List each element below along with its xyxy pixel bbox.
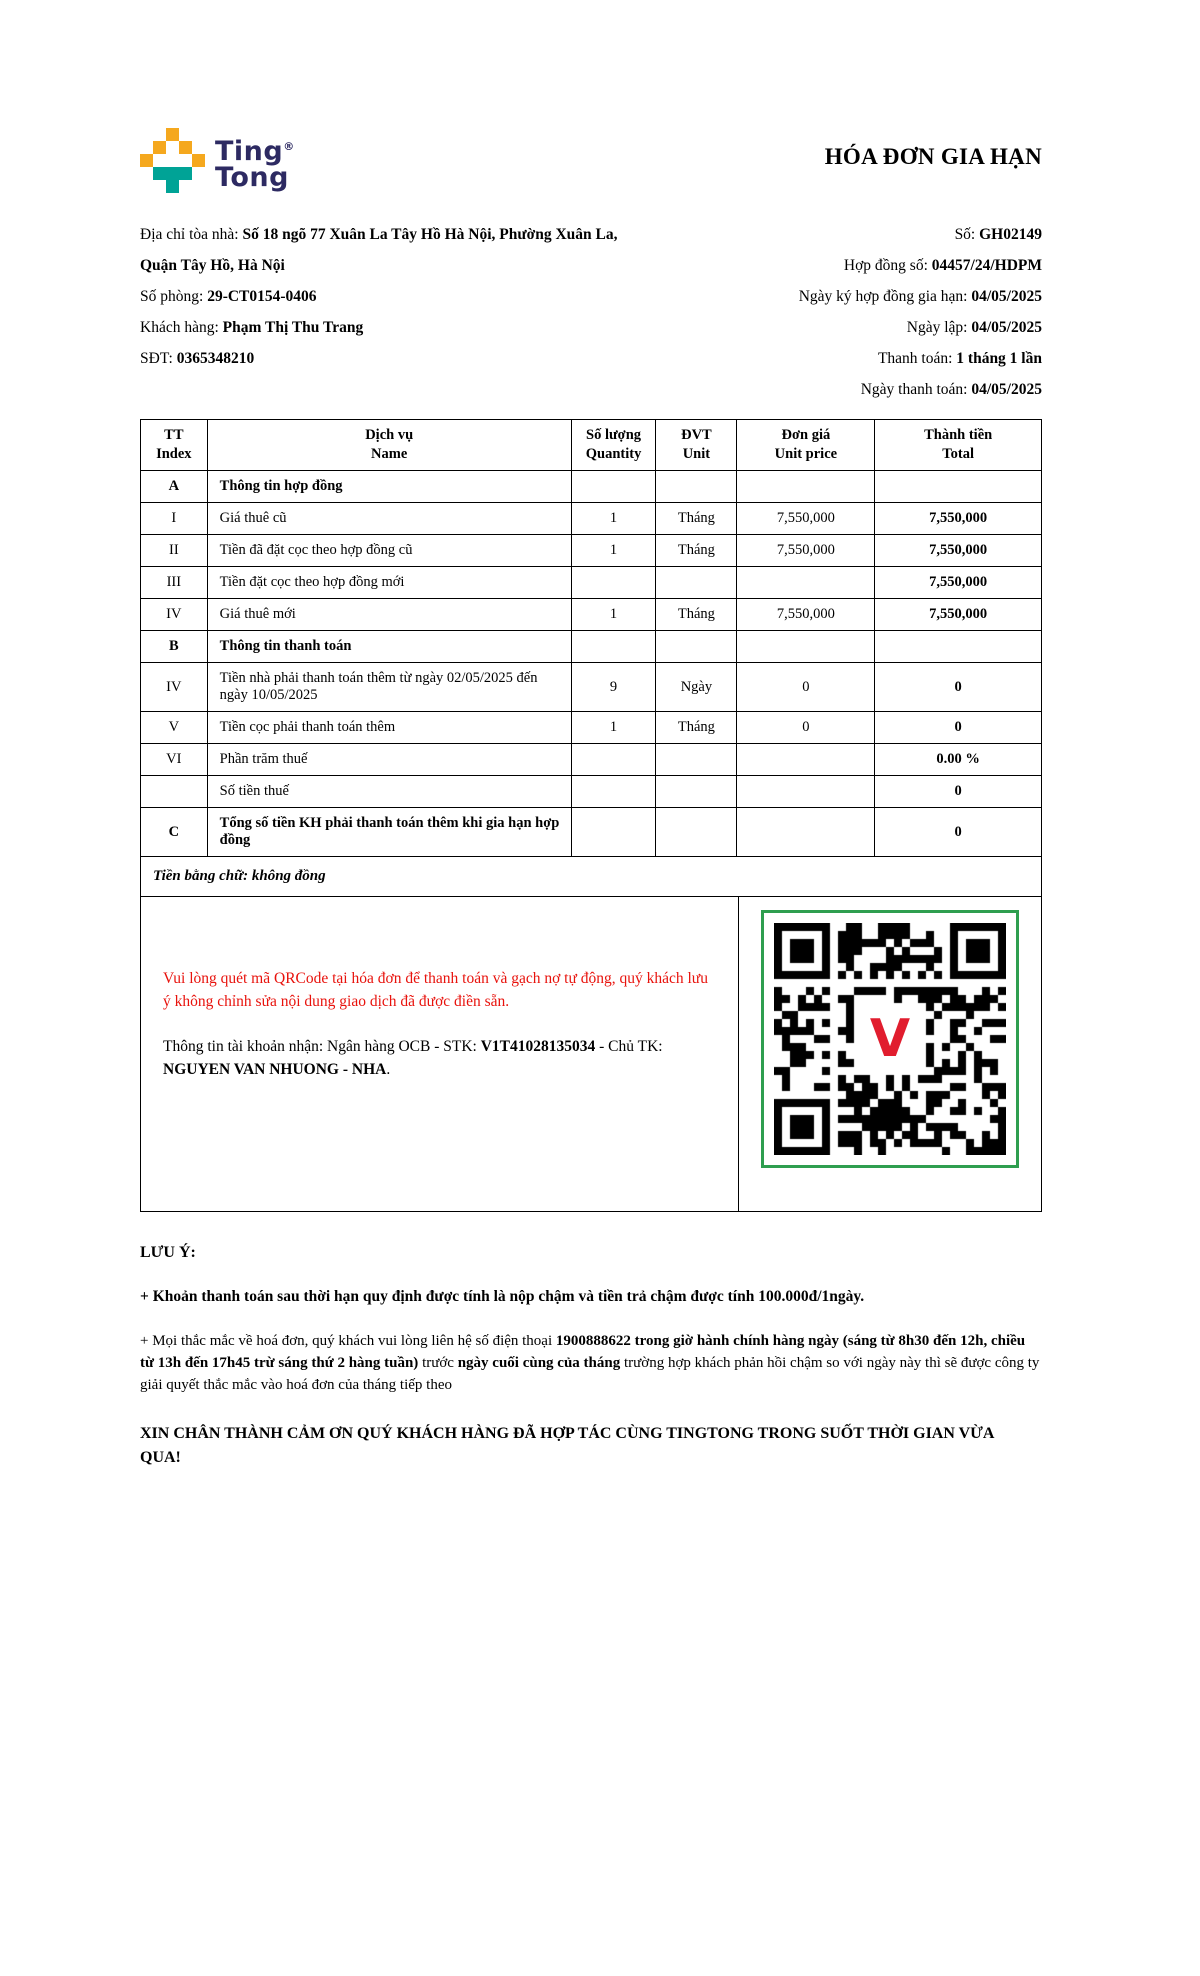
cell-total bbox=[875, 631, 1042, 663]
table-row bbox=[141, 567, 1042, 599]
page-header bbox=[140, 128, 1042, 193]
cell-qty bbox=[571, 567, 656, 599]
cell-name: Tiền nhà phải thanh toán thêm từ ngày 02/05/2025 đến ngày 10/05/2025 bbox=[207, 663, 571, 712]
cell-total: 7,550,000 bbox=[875, 535, 1042, 567]
cell-price: 7,550,000 bbox=[737, 599, 875, 631]
cell-index: IV bbox=[141, 663, 208, 712]
cell-price bbox=[737, 776, 875, 808]
info-line: Địa chỉ tòa nhà: Số 18 ngõ 77 Xuân La Tây Hồ Hà Nội, Phường Xuân La, Quận Tây Hồ, Hà Nội bbox=[140, 226, 618, 274]
cell-qty: 9 bbox=[571, 663, 656, 712]
logo-pixel-empty bbox=[179, 180, 192, 193]
logo-pixel-orange bbox=[166, 128, 179, 141]
cell-unit bbox=[656, 471, 737, 503]
cell-unit bbox=[656, 567, 737, 599]
cell-index: B bbox=[141, 631, 208, 663]
info-line: SĐT: 0365348210 bbox=[140, 350, 255, 367]
cell-total bbox=[875, 471, 1042, 503]
cell-name: Tiền cọc phải thanh toán thêm bbox=[207, 712, 571, 744]
cell-index: C bbox=[141, 808, 208, 857]
cell-total: 0 bbox=[875, 776, 1042, 808]
table-row bbox=[141, 808, 1042, 857]
cell-index: IV bbox=[141, 599, 208, 631]
cell-name: Thông tin hợp đồng bbox=[207, 471, 571, 503]
logo-pixel-empty bbox=[179, 154, 192, 167]
notes-heading: LƯU Ý: bbox=[140, 1244, 196, 1261]
table-row bbox=[141, 712, 1042, 744]
invoice-table bbox=[140, 419, 1042, 897]
logo-pixel-teal bbox=[166, 180, 179, 193]
cell-index: VI bbox=[141, 744, 208, 776]
meta-line: Số: GH02149 bbox=[954, 226, 1042, 243]
cell-index bbox=[141, 776, 208, 808]
cell-name: Thông tin thanh toán bbox=[207, 631, 571, 663]
amount-in-words: Tiền bằng chữ: không đồng bbox=[141, 857, 1042, 897]
col-header-quantity: Số lượng Quantity bbox=[571, 420, 656, 471]
qr-cell bbox=[739, 897, 1041, 1211]
info-line: Số phòng: 29-CT0154-0406 bbox=[140, 288, 317, 305]
cell-price bbox=[737, 808, 875, 857]
cell-price: 0 bbox=[737, 663, 875, 712]
cell-unit bbox=[656, 631, 737, 663]
logo-mark bbox=[140, 128, 205, 193]
cell-qty bbox=[571, 808, 656, 857]
cell-price: 7,550,000 bbox=[737, 535, 875, 567]
cell-unit bbox=[656, 776, 737, 808]
logo-pixel-teal bbox=[179, 167, 192, 180]
cell-qty bbox=[571, 631, 656, 663]
cell-total: 0 bbox=[875, 663, 1042, 712]
cell-price bbox=[737, 744, 875, 776]
cell-unit bbox=[656, 808, 737, 857]
meta-line: Ngày ký hợp đồng gia hạn: 04/05/2025 bbox=[798, 288, 1042, 305]
meta-line: Thanh toán: 1 tháng 1 lần bbox=[877, 350, 1042, 367]
meta-line: Ngày thanh toán: 04/05/2025 bbox=[860, 381, 1042, 398]
cell-name: Phần trăm thuế bbox=[207, 744, 571, 776]
logo-word-ting: Ting bbox=[215, 136, 284, 167]
logo-pixel-empty bbox=[166, 141, 179, 154]
cell-name: Số tiền thuế bbox=[207, 776, 571, 808]
cell-qty bbox=[571, 744, 656, 776]
col-header-unit: ĐVT Unit bbox=[656, 420, 737, 471]
logo-pixel-teal bbox=[166, 167, 179, 180]
cell-total: 0.00 % bbox=[875, 744, 1042, 776]
logo-pixel-empty bbox=[140, 141, 153, 154]
cell-total: 0 bbox=[875, 712, 1042, 744]
logo-pixel-orange bbox=[179, 141, 192, 154]
logo-pixel-empty bbox=[179, 128, 192, 141]
cell-index: I bbox=[141, 503, 208, 535]
qr-payment-notice: Vui lòng quét mã QRCode tại hóa đơn để thanh toán và gạch nợ tự động, quý khách lưu ý không chỉnh sửa nội dung giao dịch đã được điền sẵn. bbox=[163, 970, 708, 1010]
table-row bbox=[141, 631, 1042, 663]
table-row bbox=[141, 744, 1042, 776]
cell-qty bbox=[571, 471, 656, 503]
cell-price: 0 bbox=[737, 712, 875, 744]
cell-total: 7,550,000 bbox=[875, 567, 1042, 599]
table-row bbox=[141, 503, 1042, 535]
logo-wordmark bbox=[215, 134, 295, 191]
cell-price: 7,550,000 bbox=[737, 503, 875, 535]
col-header-name: Dịch vụ Name bbox=[207, 420, 571, 471]
logo-pixel-orange bbox=[140, 154, 153, 167]
cell-name: Tổng số tiền KH phải thanh toán thêm khi gia hạn hợp đồng bbox=[207, 808, 571, 857]
payment-section bbox=[140, 896, 1042, 1212]
qr-frame bbox=[761, 910, 1019, 1168]
cell-unit: Tháng bbox=[656, 599, 737, 631]
invoice-title: HÓA ĐƠN GIA HẠN bbox=[824, 144, 1042, 169]
logo-pixel-empty bbox=[192, 128, 205, 141]
cell-price bbox=[737, 567, 875, 599]
logo-pixel-empty bbox=[166, 154, 179, 167]
logo-pixel-empty bbox=[192, 141, 205, 154]
cell-unit bbox=[656, 744, 737, 776]
cell-total: 0 bbox=[875, 808, 1042, 857]
logo-pixel-teal bbox=[153, 167, 166, 180]
customer-info bbox=[140, 219, 618, 405]
logo-pixel-empty bbox=[140, 167, 153, 180]
logo-pixel-empty bbox=[140, 128, 153, 141]
cell-price bbox=[737, 471, 875, 503]
cell-index: A bbox=[141, 471, 208, 503]
table-row bbox=[141, 471, 1042, 503]
header-row bbox=[141, 420, 1042, 471]
account-info: Thông tin tài khoản nhận: Ngân hàng OCB - STK: V1T41028135034 - Chủ TK: NGUYEN VAN NHUONG - NHA. bbox=[163, 1038, 663, 1078]
amount-in-words-row bbox=[141, 857, 1042, 897]
qr-vietqr-logo-icon: V bbox=[857, 1006, 923, 1072]
info-line: Khách hàng: Phạm Thị Thu Trang bbox=[140, 319, 364, 336]
cell-qty bbox=[571, 776, 656, 808]
logo-pixel-orange bbox=[192, 154, 205, 167]
cell-index: II bbox=[141, 535, 208, 567]
tingtong-logo bbox=[140, 128, 295, 193]
col-header-index: TT Index bbox=[141, 420, 208, 471]
cell-unit: Tháng bbox=[656, 712, 737, 744]
cell-unit: Ngày bbox=[656, 663, 737, 712]
cell-name: Tiền đặt cọc theo hợp đồng mới bbox=[207, 567, 571, 599]
note-late-payment: + Khoản thanh toán sau thời hạn quy định được tính là nộp chậm và tiền trả chậm được tính 100.000đ/1ngày. bbox=[140, 1288, 865, 1305]
note-2: + Mọi thắc mắc về hoá đơn, quý khách vui lòng liên hệ số điện thoại 1900888622 trong giờ hành chính hàng ngày (sáng từ 8h30 đến 12h, chiều từ 13h đến 17h45 trừ sáng thứ 2 hàng tuần) trước ngày cuối cùng của tháng trường hợp khách phản hồi chậm so với ngày này thì sẽ được công ty giải quyết thắc mắc vào hoá đơn của tháng tiếp theo bbox=[140, 1333, 1040, 1393]
table-row bbox=[141, 535, 1042, 567]
table-row bbox=[141, 776, 1042, 808]
footer-notes bbox=[140, 1242, 1042, 1470]
cell-index: V bbox=[141, 712, 208, 744]
registered-mark-icon: ® bbox=[283, 140, 295, 153]
meta-line: Hợp đồng số: 04457/24/HDPM bbox=[843, 257, 1042, 274]
logo-pixel-empty bbox=[140, 180, 153, 193]
meta-line: Ngày lập: 04/05/2025 bbox=[906, 319, 1042, 336]
info-section bbox=[140, 219, 1042, 405]
cell-qty: 1 bbox=[571, 599, 656, 631]
cell-qty: 1 bbox=[571, 535, 656, 567]
logo-pixel-empty bbox=[192, 167, 205, 180]
invoice-table-head bbox=[141, 420, 1042, 471]
invoice-meta bbox=[799, 219, 1042, 405]
invoice-table-body bbox=[141, 471, 1042, 857]
col-header-total: Thành tiền Total bbox=[875, 420, 1042, 471]
col-header-unit-price: Đơn giá Unit price bbox=[737, 420, 875, 471]
logo-pixel-empty bbox=[153, 154, 166, 167]
cell-price bbox=[737, 631, 875, 663]
logo-word-line1 bbox=[215, 134, 295, 165]
logo-pixel-orange bbox=[153, 141, 166, 154]
cell-total: 7,550,000 bbox=[875, 503, 1042, 535]
cell-total: 7,550,000 bbox=[875, 599, 1042, 631]
logo-pixel-empty bbox=[192, 180, 205, 193]
cell-name: Giá thuê mới bbox=[207, 599, 571, 631]
logo-pixel-empty bbox=[153, 180, 166, 193]
logo-pixel-empty bbox=[153, 128, 166, 141]
cell-name: Tiền đã đặt cọc theo hợp đồng cũ bbox=[207, 535, 571, 567]
cell-name: Giá thuê cũ bbox=[207, 503, 571, 535]
cell-unit: Tháng bbox=[656, 503, 737, 535]
table-row bbox=[141, 599, 1042, 631]
cell-index: III bbox=[141, 567, 208, 599]
payment-instructions bbox=[141, 897, 739, 1211]
cell-qty: 1 bbox=[571, 712, 656, 744]
table-row bbox=[141, 663, 1042, 712]
logo-word-tong: Tong bbox=[215, 162, 289, 193]
closing-thanks: XIN CHÂN THÀNH CẢM ƠN QUÝ KHÁCH HÀNG ĐÃ HỢP TÁC CÙNG TINGTONG TRONG SUỐT THỜI GIAN VỪA QUA! bbox=[140, 1425, 994, 1466]
cell-qty: 1 bbox=[571, 503, 656, 535]
cell-unit: Tháng bbox=[656, 535, 737, 567]
